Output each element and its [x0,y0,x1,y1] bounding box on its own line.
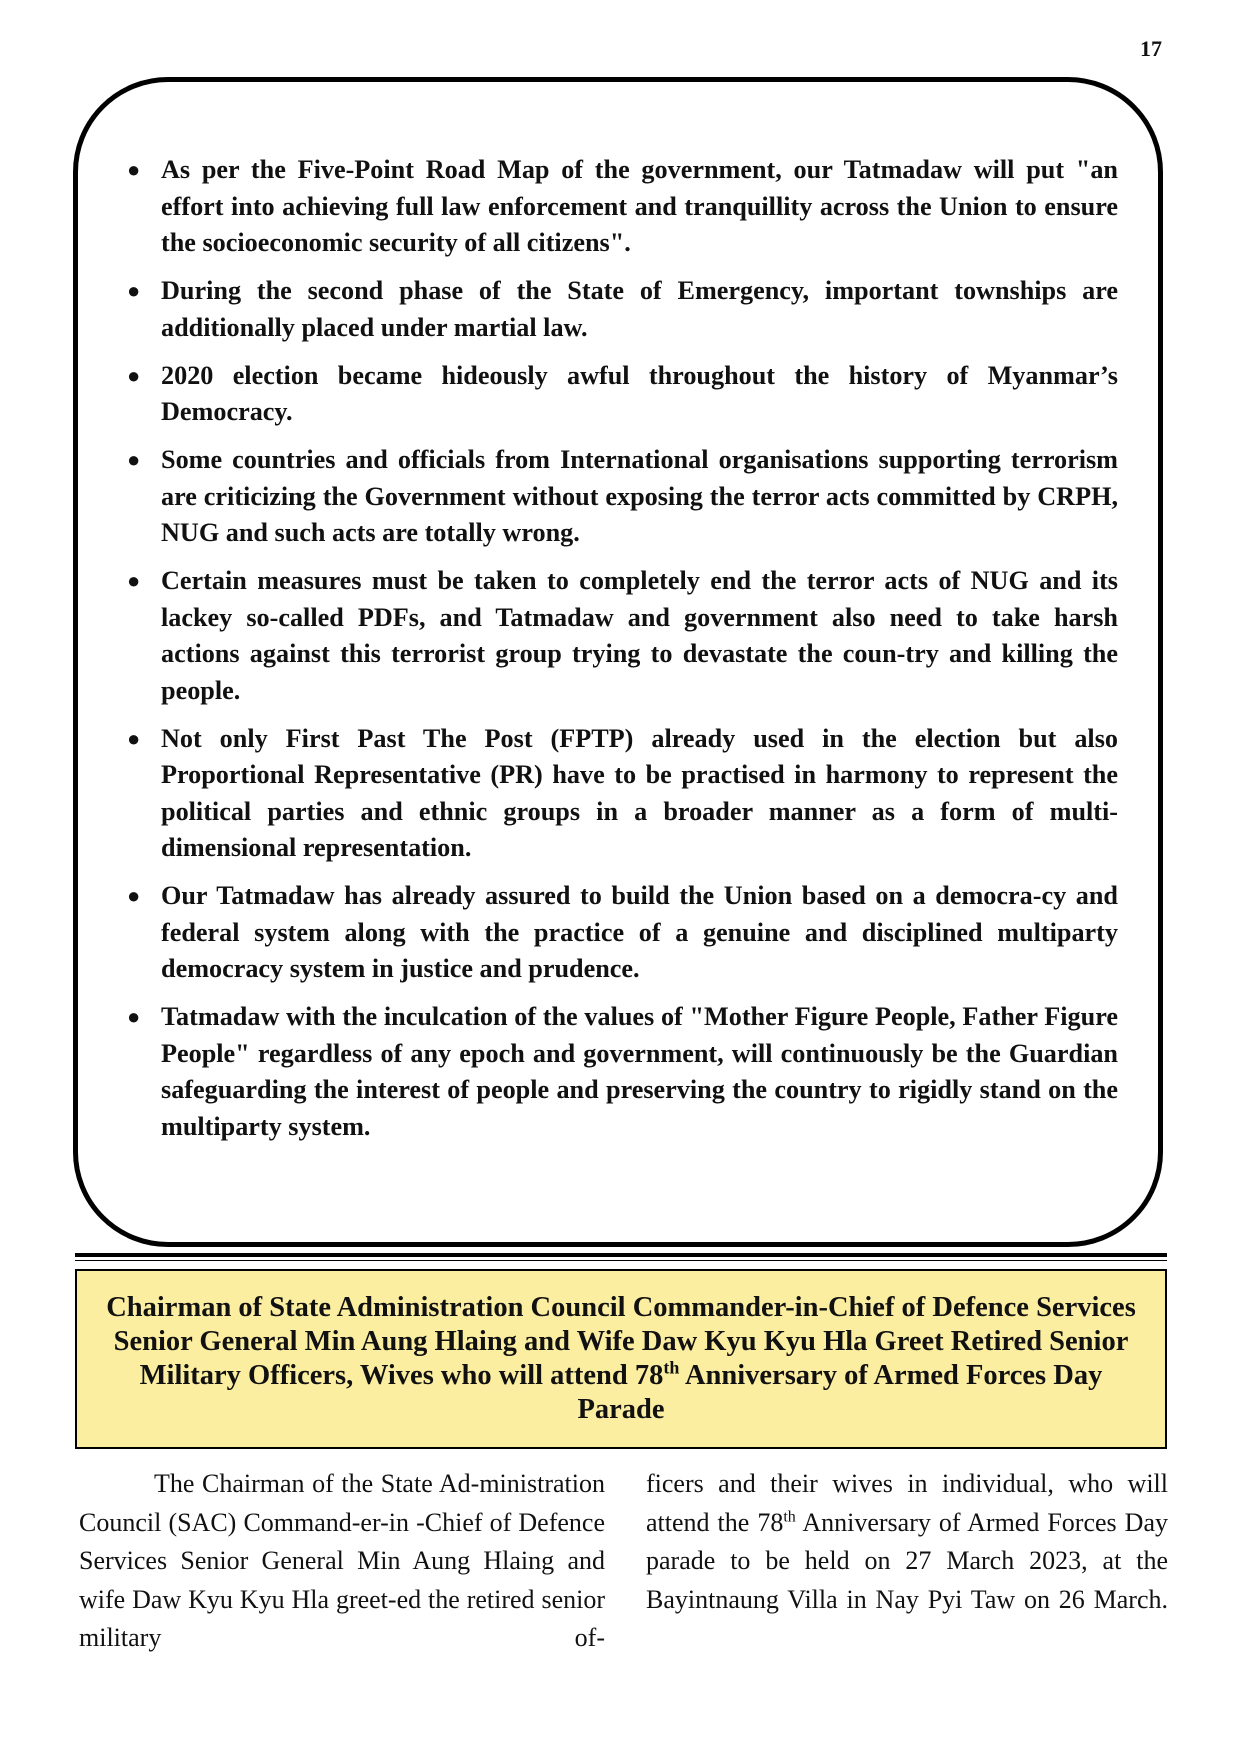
list-item [121,721,1118,867]
list-item [121,563,1118,709]
article-paragraph: The Chairman of the State Ad-ministration Council (SAC) Command-er-in -Chief of Defence Services Senior General Min Aung Hlaing and wife Daw Kyu Kyu Hla greet-ed the retired senior military of- [79,1469,605,1652]
bullet-text: Not only First Past The Post (FPTP) already used in the election but also Proportional Representative (PR) have to be practised in harmony to represent the political parties and ethnic groups in a broader manner as a form of multi-dimensional representation. [161,723,1118,862]
bullet-icon: ● [127,447,141,472]
article-text: ficers and their wives in individual, who will attend the 78 [646,1469,1168,1537]
bullet-text: 2020 election became hideously awful throughout the history of Myanmar’s Democracy. [161,360,1118,426]
list-item [121,878,1118,988]
bullet-icon: ● [127,1004,141,1029]
article-column-left [79,1465,605,1658]
article-text-end: Anniversary of Armed Forces Day parade to be held on 27 March 2023, at the Bayintnaung Villa in Nay Pyi Taw on 26 March. [646,1507,1168,1614]
page-number: 17 [1140,36,1162,61]
article-paragraph [646,1465,1168,1619]
article-column-right [646,1465,1168,1619]
bullet-icon: ● [127,883,141,908]
bullet-text: During the second phase of the State of Emergency, important townships are additionally placed under martial law. [161,276,1118,342]
headline-superscript: th [663,1357,680,1378]
headline-text: Chairman of State Administration Council Commander-in-Chief of Defence Services Senior General Min Aung Hlaing and Wife Daw Kyu Kyu Hla Greet Retired Senior Military Officers, Wives who will attend 78 [106,1292,1136,1391]
divider [75,1260,1167,1261]
bullet-icon: ● [127,157,141,182]
divider [75,1253,1167,1257]
bullet-text: Tatmadaw with the inculcation of the values of "Mother Figure People, Father Figure People" regardless of any epoch and government, will continuously be the Guardian safeguarding the interest of people and preserving the country to rigidly stand on the multiparty system. [161,1002,1118,1141]
article-headline [77,1291,1165,1427]
article-superscript: th [783,1507,796,1525]
bullet-icon: ● [127,725,141,751]
list-item [121,442,1118,552]
list-item [121,273,1118,346]
headline-text-end: Anniversary of Armed Forces Day Parade [577,1360,1103,1425]
list-item [121,358,1118,431]
bullet-icon: ● [127,362,141,388]
list-item [121,152,1118,262]
bullet-icon: ● [127,568,141,593]
key-points-list [121,152,1118,1157]
bullet-text: Our Tatmadaw has already assured to build the Union based on a democra-cy and federal system along with the practice of a genuine and disciplined multiparty democracy system in justice and prudence. [161,881,1118,983]
list-item [121,999,1118,1145]
bullet-text: As per the Five-Point Road Map of the government, our Tatmadaw will put "an effort into achieving full law enforcement and tranquillity across the Union to ensure the socioeconomic security of all citizens". [161,155,1118,257]
headline-banner [75,1269,1167,1449]
bullet-text: Some countries and officials from International organisations supporting terrorism are criticizing the Government without exposing the terror acts committed by CRPH, NUG and such acts are totally wrong. [161,445,1118,547]
bullet-text: Certain measures must be taken to completely end the terror acts of NUG and its lackey so-called PDFs, and Tatmadaw and government also need to take harsh actions against this terrorist group trying to devastate the coun-try and killing the people. [161,566,1118,705]
bullet-icon: ● [127,278,141,303]
